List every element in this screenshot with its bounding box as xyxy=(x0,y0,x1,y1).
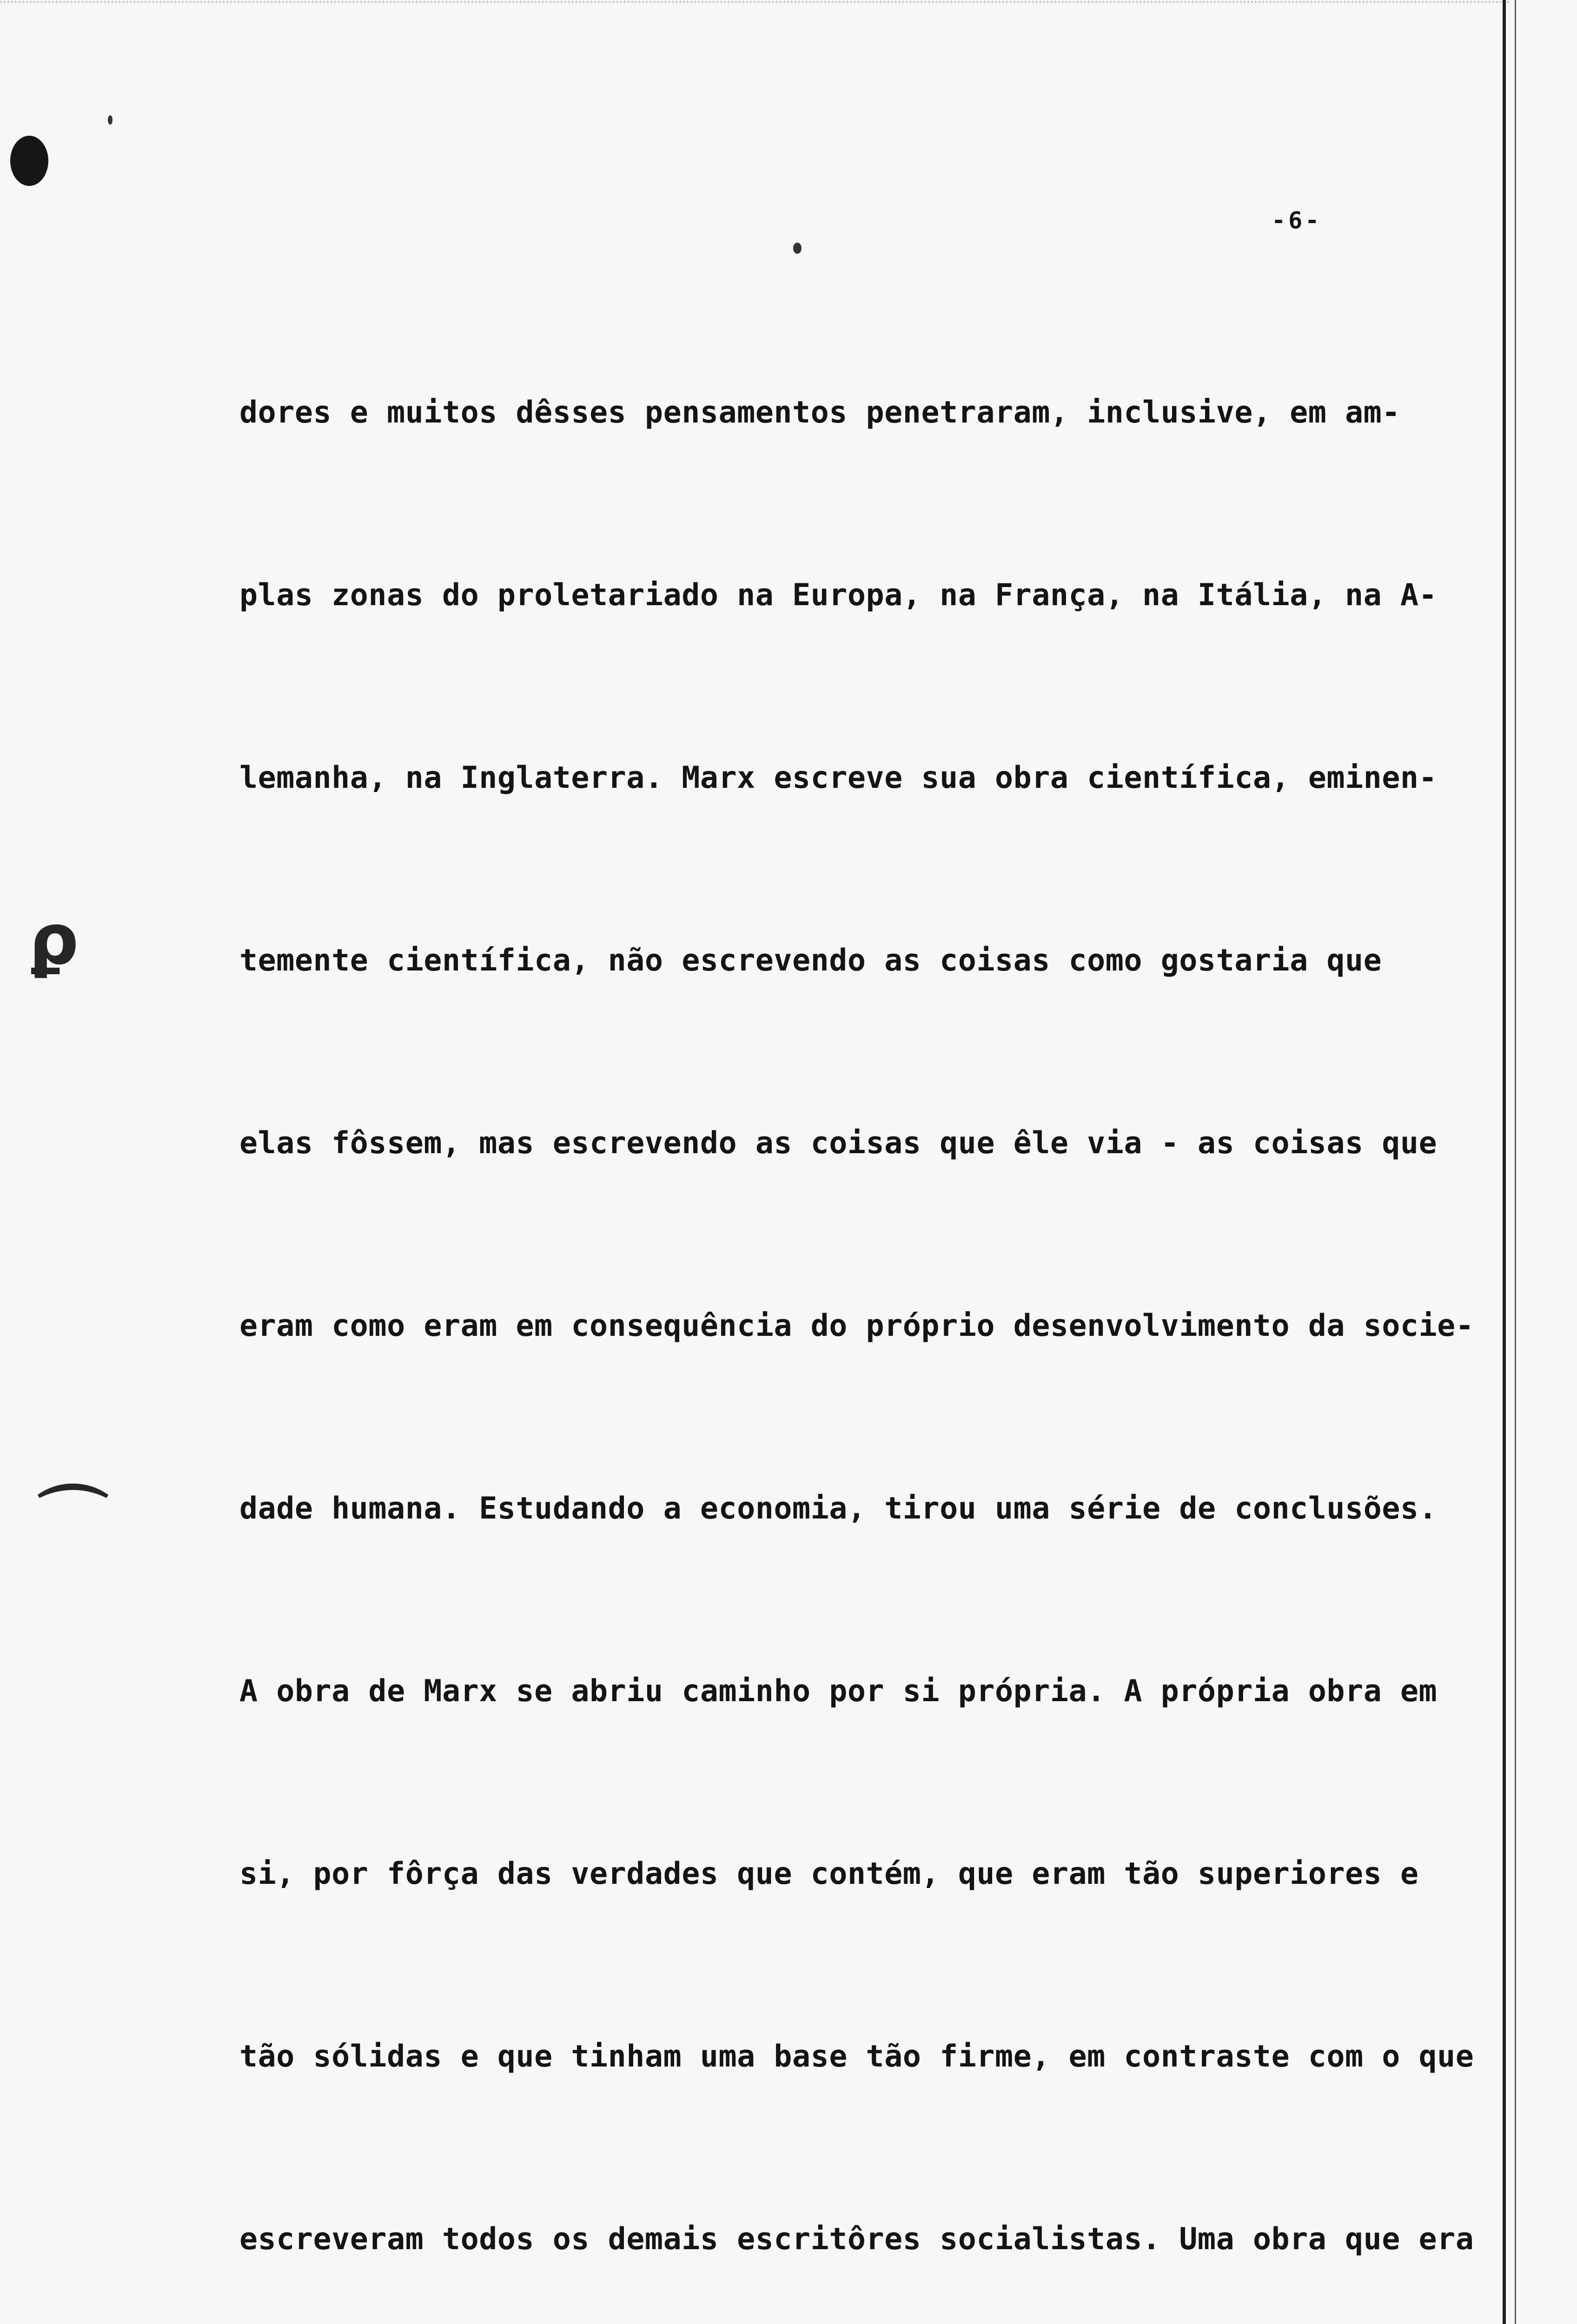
ink-speck xyxy=(793,243,802,254)
punch-hole-mark: ⌒ xyxy=(38,1479,108,1560)
typewritten-body-text xyxy=(239,260,1513,2324)
text-line: temente científica, não escrevendo as coisas como gostaria que xyxy=(239,943,1382,978)
text-line: lemanha, na Inglaterra. Marx escreve sua obra científica, eminen- xyxy=(239,760,1438,795)
ink-speck xyxy=(108,115,113,125)
text-line: eram como eram em consequência do próprio desenvolvimento da socie- xyxy=(239,1308,1474,1343)
text-line: si, por fôrça das verdades que contém, que eram tão superiores e xyxy=(239,1856,1419,1891)
text-line: escreveram todos os demais escritôres socialistas. Uma obra que era xyxy=(239,2222,1474,2257)
text-line: elas fôssem, mas escrevendo as coisas que êle via - as coisas que xyxy=(239,1126,1438,1161)
text-line: A obra de Marx se abriu caminho por si própria. A própria obra em xyxy=(239,1674,1438,1709)
text-line: dores e muitos dêsses pensamentos penetraram, inclusive, em am- xyxy=(239,395,1400,430)
punch-hole-mark: ϼ xyxy=(29,899,79,980)
right-edge-line-secondary xyxy=(1515,0,1516,2324)
text-line: tão sólidas e que tinham uma base tão firme, em contraste com o que xyxy=(239,2039,1474,2074)
top-dotted-border xyxy=(0,1,1511,3)
text-line: dade humana. Estudando a economia, tirou uma série de conclusões. xyxy=(239,1491,1438,1526)
page-number: -6- xyxy=(1272,207,1322,234)
punch-hole-mark xyxy=(10,136,48,186)
text-line: plas zonas do proletariado na Europa, na França, na Itália, na A- xyxy=(239,578,1438,613)
